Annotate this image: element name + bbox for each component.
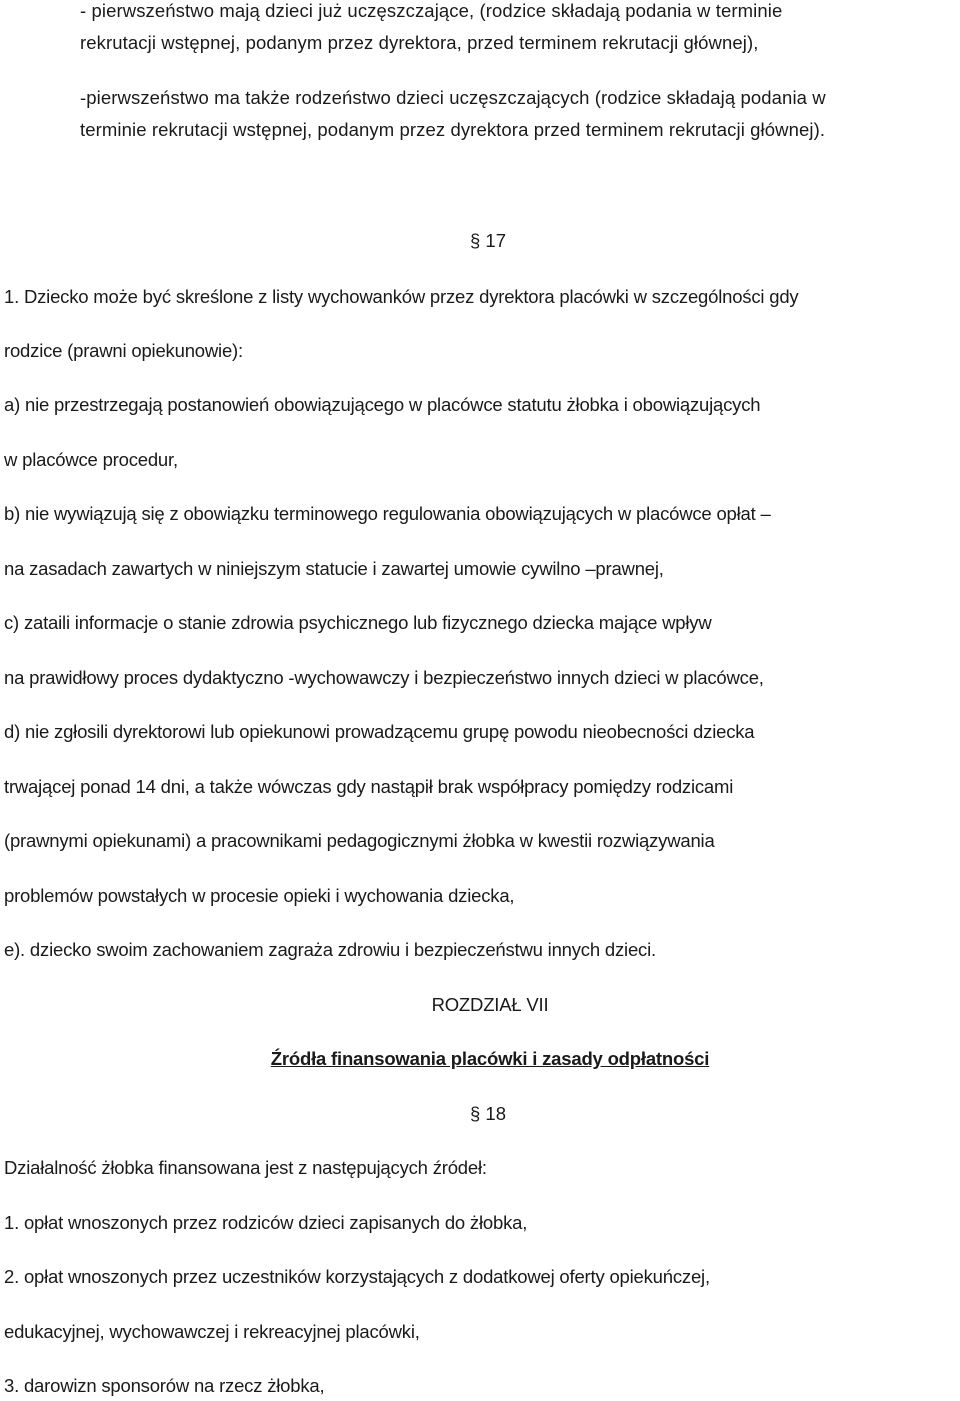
text-line: edukacyjnej, wychowawczej i rekreacyjnej placówki,: [4, 1321, 420, 1342]
text-line: 1. opłat wnoszonych przez rodziców dzieci zapisanych do żłobka,: [4, 1212, 528, 1233]
chapter-title: Źródła finansowania placówki i zasady odpłatności: [270, 1048, 710, 1069]
text-line: 3. darowizn sponsorów na rzecz żłobka,: [4, 1375, 325, 1396]
text-line: d) nie zgłosili dyrektorowi lub opiekunowi prowadzącemu grupę powodu nieobecności dziecka: [4, 721, 755, 742]
text-line: trwającej ponad 14 dni, a także wówczas gdy nastąpił brak współpracy pomiędzy rodzicami: [4, 776, 734, 797]
text-line: terminie rekrutacji wstępnej, podanym przez dyrektora przed terminem rekrutacji głównej).: [80, 119, 826, 140]
text-line: a) nie przestrzegają postanowień obowiązującego w placówce statutu żłobka i obowiązujących: [4, 394, 761, 415]
text-line: - pierwszeństwo mają dzieci już uczęszczające, (rodzice składają podania w terminie: [80, 0, 783, 21]
section-18-sign: § 18: [470, 1103, 507, 1124]
text-line: c) zataili informacje o stanie zdrowia psychicznego lub fizycznego dziecka mające wpływ: [4, 612, 712, 633]
text-line: Działalność żłobka finansowana jest z następujących źródeł:: [4, 1157, 487, 1178]
text-line: na zasadach zawartych w niniejszym statucie i zawartej umowie cywilno –prawnej,: [4, 558, 664, 579]
text-line: b) nie wywiązują się z obowiązku terminowego regulowania obowiązujących w placówce opłat –: [4, 503, 771, 524]
text-line: rekrutacji wstępnej, podanym przez dyrektora, przed terminem rekrutacji głównej),: [80, 32, 759, 53]
text-line: na prawidłowy proces dydaktyczno -wychowawczy i bezpieczeństwo innych dzieci w placówce,: [4, 667, 764, 688]
text-line: e). dziecko swoim zachowaniem zagraża zdrowiu i bezpieczeństwu innych dzieci.: [4, 939, 656, 960]
text-line: 1. Dziecko może być skreślone z listy wychowanków przez dyrektora placówki w szczególności gdy: [4, 286, 799, 307]
text-line: problemów powstałych w procesie opieki i wychowania dziecka,: [4, 885, 515, 906]
text-line: (prawnymi opiekunami) a pracownikami pedagogicznymi żłobka w kwestii rozwiązywania: [4, 830, 715, 851]
text-line: -pierwszeństwo ma także rodzeństwo dzieci uczęszczających (rodzice składają podania w: [80, 87, 826, 108]
text-line: w placówce procedur,: [4, 449, 178, 470]
text-line: rodzice (prawni opiekunowie):: [4, 340, 243, 361]
text-line: 2. opłat wnoszonych przez uczestników korzystających z dodatkowej oferty opiekuńczej,: [4, 1266, 710, 1287]
section-17-sign: § 17: [470, 230, 507, 251]
chapter-label: ROZDZIAŁ VII: [431, 994, 549, 1015]
